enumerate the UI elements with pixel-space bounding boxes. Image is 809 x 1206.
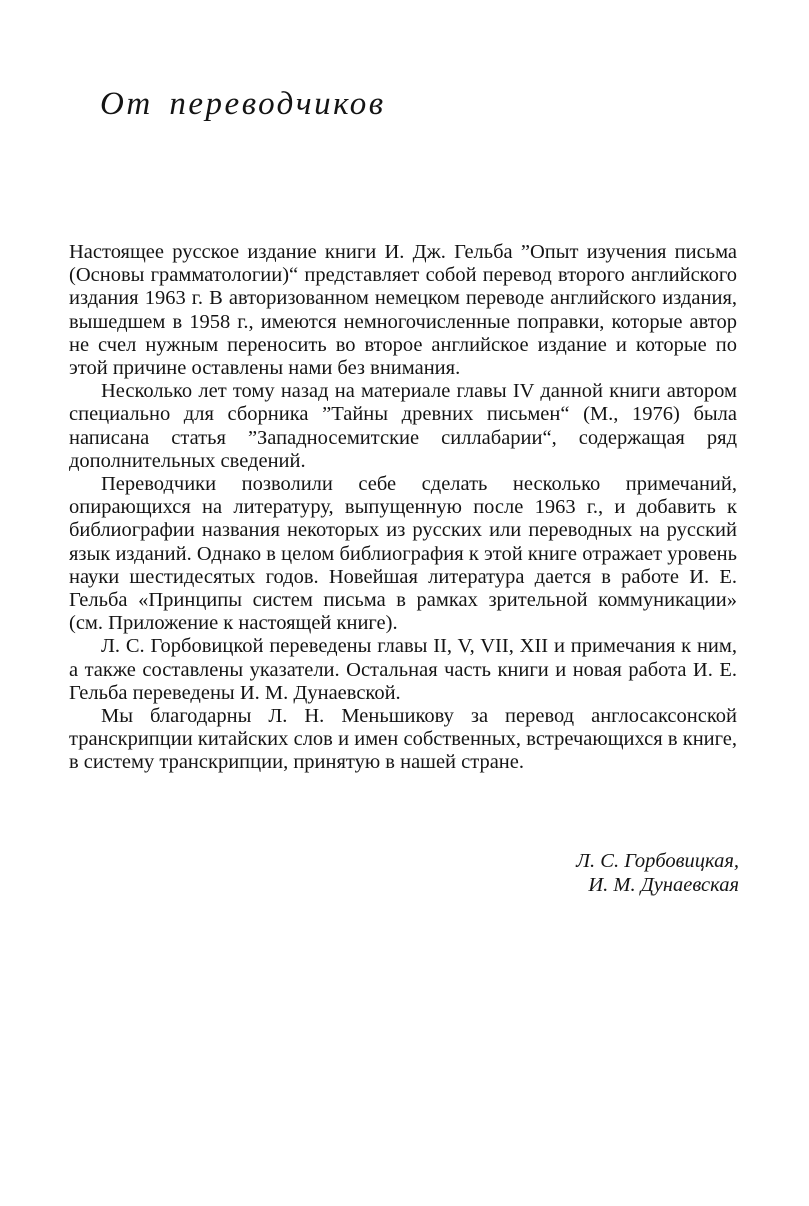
page-title: От переводчиков <box>100 86 386 122</box>
signature-line-gorbovitskaya: Л. С. Горбовицкая, <box>576 850 739 872</box>
translators-signature <box>576 849 739 897</box>
paragraph: Л. С. Горбовицкой переведены главы II, V, VII, XII и примечания к ним, а также составлены указатели. Остальная часть книги и новая работа И. Е. Гельба переведены И. М. Дунаевской. <box>69 635 737 704</box>
paragraph: Мы благодарны Л. Н. Меньшикову за перевод англосаксонской транскрипции китайских слов и имен собственных, встречающихся в книге, в систему транскрипции, принятую в нашей стране. <box>69 705 737 774</box>
paragraph: Настоящее русское издание книги И. Дж. Гельба ”Опыт изучения письма (Основы грамматологии)“ представляет собой перевод второго английского издания 1963 г. В авторизованном немецком переводе английского издания, вышедшем в 1958 г., имеются немногочисленные поправки, которые автор не счел нужным переносить во второе английское издание и которые по этой причине оставлены нами без внимания. <box>69 241 737 380</box>
paragraph: Несколько лет тому назад на материале главы IV данной книги автором специально для сборника ”Тайны древних письмен“ (М., 1976) была написана статья ”Западносемитские силлабарии“, содержащая ряд дополнительных сведений. <box>69 380 737 472</box>
preface-body <box>69 241 737 775</box>
paragraph: Переводчики позволили себе сделать несколько примечаний, опирающихся на литературу, выпущенную после 1963 г., и добавить к библиографии названия некоторых из русских или переводных на русский язык изданий. Однако в целом библиография к этой книге отражает уровень науки шестидесятых годов. Новейшая литература дается в работе И. Е. Гельба «Принципы систем письма в рамках зрительной коммуникации» (см. Приложение к настоящей книге). <box>69 473 737 635</box>
signature-line-dunaevskaya: И. М. Дунаевская <box>588 874 739 896</box>
